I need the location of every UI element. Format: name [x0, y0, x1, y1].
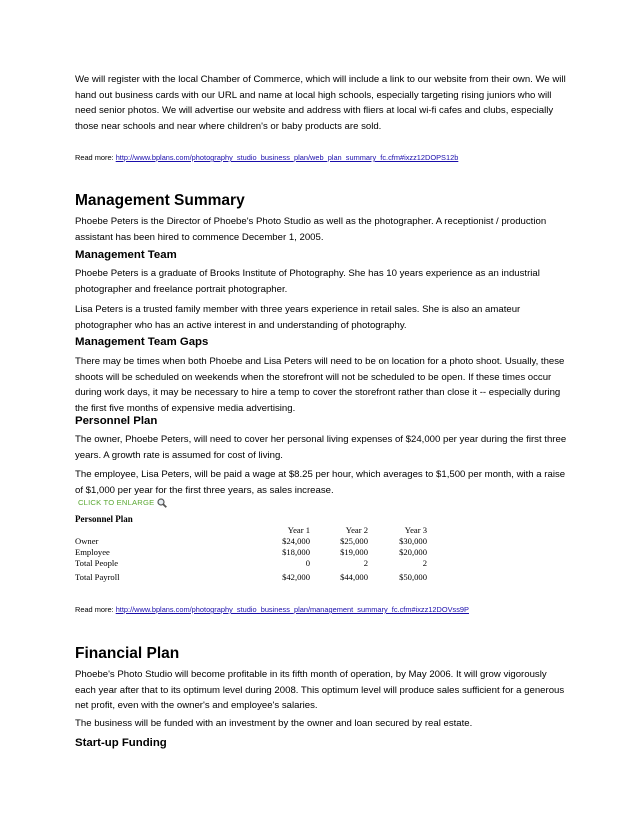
table-cell: $30,000: [399, 536, 427, 546]
personnel-read-more: [75, 605, 570, 615]
financial-plan-paragraph-1: Phoebe's Photo Studio will become profitable in its fifth month of operation, by May 2006. It will grow vigorously each year after that to its optimum level during 2008. This optimum level will produce sales sufficient for a generous net profit, even with the owner's and employee's salaries.: [75, 669, 565, 712]
personnel-plan-table-title: Personnel Plan: [75, 514, 133, 524]
management-summary-heading: Management Summary: [75, 192, 245, 209]
management-team-paragraph-1: Phoebe Peters is a graduate of Brooks Institute of Photography. She has 10 years experience as an industrial photographer and freelance portrait photographer.: [75, 268, 540, 295]
table-cell: $42,000: [282, 572, 310, 582]
table-cell: Total Payroll: [75, 572, 120, 582]
table-header-row: [75, 525, 427, 536]
table-cell: $18,000: [282, 547, 310, 557]
table-cell: Total People: [75, 558, 119, 568]
table-row: [75, 536, 427, 547]
intro-read-more-link[interactable]: http://www.bplans.com/photography_studio_business_plan/web_plan_summary_fc.cfm#ixzz12DOPS12b: [115, 153, 459, 162]
startup-funding-heading: Start-up Funding: [75, 737, 167, 749]
table-row: [75, 558, 427, 569]
management-team-paragraph-2: Lisa Peters is a trusted family member with three years experience in retail sales. She is also an amateur photographer who has an active interest in and understanding of photography.: [75, 304, 521, 331]
table-cell: $25,000: [340, 536, 368, 546]
personnel-plan-table: [75, 525, 427, 583]
click-to-enlarge-label: CLICK TO ENLARGE: [78, 498, 155, 507]
table-cell: $24,000: [282, 536, 310, 546]
management-team-gaps-paragraph: There may be times when both Phoebe and Lisa Peters will need to be on location for a photo shoot. Usually, these shoots will be scheduled on weekends when the storefront will not be scheduled to be open. If these times occur during work days, it may be necessary to hire a temp to cover the storefront rather than close it -- especially during the first five months of expensive media advertising.: [75, 356, 565, 414]
table-header-cell: Year 3: [404, 525, 427, 535]
table-cell: 2: [422, 558, 427, 568]
magnifier-icon: [157, 498, 166, 507]
table-cell: 0: [305, 558, 310, 568]
personnel-read-more-link[interactable]: http://www.bplans.com/photography_studio_business_plan/management_summary_fc.cfm#ixzz12DOVss9P: [115, 605, 469, 614]
table-header-cell: Year 2: [345, 525, 368, 535]
management-team-heading: Management Team: [75, 249, 177, 261]
financial-plan-heading: Financial Plan: [75, 645, 180, 662]
management-team-gaps-heading: Management Team Gaps: [75, 336, 209, 348]
table-cell: Owner: [75, 536, 99, 546]
table-header-cell: Year 1: [287, 525, 310, 535]
click-to-enlarge-button[interactable]: [78, 498, 166, 507]
read-more-label: Read more:: [75, 605, 114, 614]
table-header-cell: [75, 525, 235, 536]
table-row: [75, 572, 427, 583]
intro-read-more: [75, 153, 570, 163]
personnel-plan-heading: Personnel Plan: [75, 415, 158, 427]
personnel-plan-paragraph-1: The owner, Phoebe Peters, will need to cover her personal living expenses of $24,000 per year during the first three years. A growth rate is assumed for cost of living.: [75, 434, 567, 461]
table-cell: 2: [363, 558, 368, 568]
financial-plan-paragraph-2: The business will be funded with an investment by the owner and loan secured by real estate.: [75, 718, 473, 729]
management-summary-paragraph: Phoebe Peters is the Director of Phoebe's Photo Studio as well as the photographer. A receptionist / production assistant has been hired to commence December 1, 2005.: [75, 216, 547, 243]
table-row: [75, 547, 427, 558]
personnel-plan-paragraph-2: The employee, Lisa Peters, will be paid a wage at $8.25 per hour, which averages to $1,500 per month, with a raise of $1,000 per year for the first three years, as sales increase.: [75, 469, 566, 496]
table-cell: $20,000: [399, 547, 427, 557]
intro-paragraph: We will register with the local Chamber of Commerce, which will include a link to our website from their own. We will hand out business cards with our URL and name at local high schools, especially targeting rising juniors who will need senior photos. We will advertise our website and address with fliers at local wi-fi cafes and clubs, especially those near schools and near where children's or baby products are sold.: [75, 74, 566, 132]
table-cell: $50,000: [399, 572, 427, 582]
table-cell: $44,000: [340, 572, 368, 582]
read-more-label: Read more:: [75, 153, 114, 162]
table-cell: Employee: [75, 547, 110, 557]
table-cell: $19,000: [340, 547, 368, 557]
